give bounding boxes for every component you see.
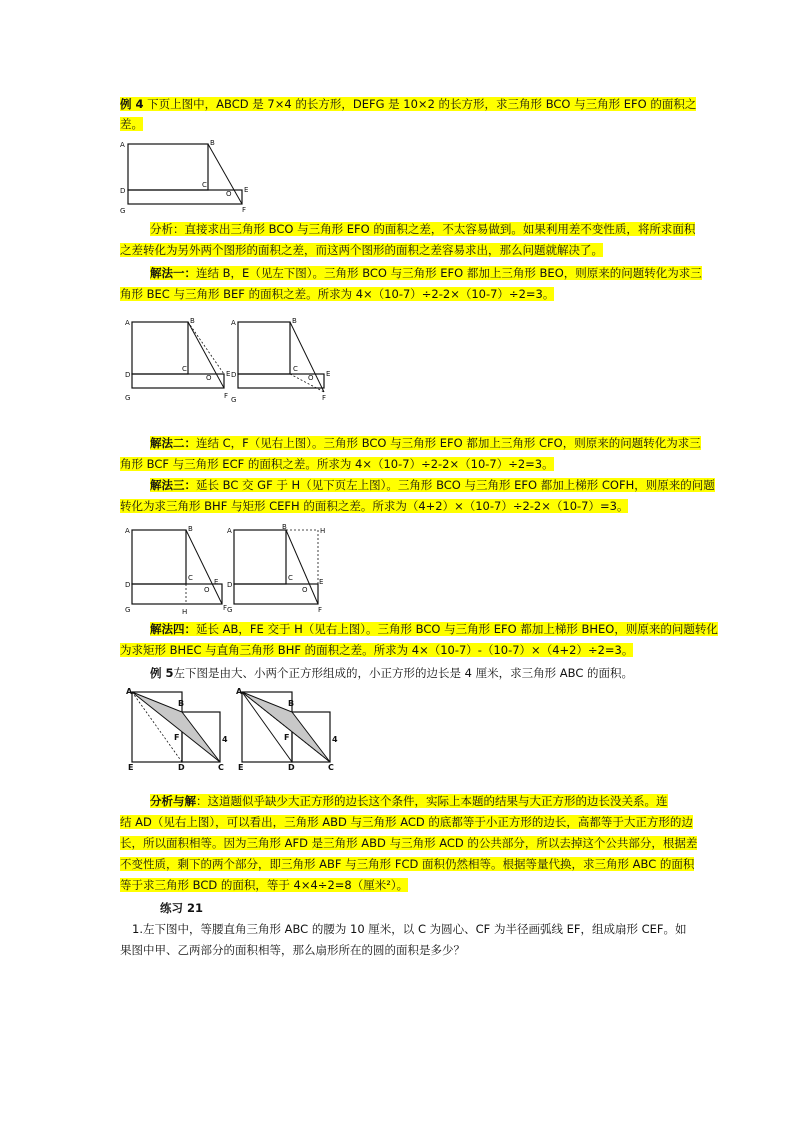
svg-text:B: B: [288, 699, 295, 708]
svg-text:G: G: [125, 606, 131, 614]
svg-text:G: G: [231, 396, 237, 404]
svg-text:A: A: [231, 319, 236, 327]
svg-text:A: A: [125, 319, 130, 327]
fig1-label-b: B: [210, 139, 215, 147]
svg-text:E: E: [319, 578, 324, 586]
analysis4-line1: 分析：直接求出三角形 BCO 与三角形 EFO 的面积之差，不太容易做到。如果利用差不变性质，将所求面积: [150, 222, 696, 236]
svg-text:O: O: [308, 374, 314, 382]
fig1-label-a: A: [120, 141, 125, 149]
example5-label: 例 5: [150, 666, 174, 680]
method2-line2: 角形 BCF 与三角形 ECF 的面积之差。所求为 4×（10-7）÷2-2×（10-7）÷2=3。: [120, 457, 554, 471]
svg-text:A: A: [126, 687, 133, 696]
svg-text:A: A: [125, 527, 130, 535]
svg-text:E: E: [326, 370, 331, 378]
svg-text:D: D: [178, 763, 185, 772]
svg-text:E: E: [226, 370, 231, 378]
method4-line2: 为求矩形 BHEC 与直角三角形 BHF 的面积之差。所求为 4×（10-7）-（10-7）×（4+2）÷2=3。: [120, 643, 634, 657]
svg-text:O: O: [206, 374, 212, 382]
svg-text:D: D: [125, 581, 131, 589]
svg-text:A: A: [227, 527, 232, 535]
svg-text:E: E: [238, 763, 244, 772]
method2-line1: 解法二：连结 C，F（见右上图）。三角形 BCO 与三角形 EFO 都加上三角形 CFO，则原来的问题转化为求三: [150, 436, 701, 450]
exercise-title: 练习 21: [160, 901, 204, 915]
svg-text:F: F: [223, 604, 228, 612]
exercise-line1: 1.左下图中，等腰直角三角形 ABC 的腰为 10 厘米，以 C 为圆心、CF 为半径画弧线 EF，组成扇形 CEF。如: [132, 922, 687, 936]
method4-line1: 解法四：延长 AB，FE 交于 H（见右上图）。三角形 BCO 与三角形 EFO 都加上梯形 BHEO，则原来的问题转化: [150, 622, 718, 636]
figure-right-connect-cf: [231, 317, 330, 404]
analysis4-line2: 之差转化为另外两个图形的面积之差，而这两个图形的面积之差容易求出，那么问题就解决了。: [120, 243, 603, 257]
analysis5-line2: 结 AD（见右上图），可以看出，三角形 ABD 与三角形 ACD 的底都等于小正方形的边长，高都等于大正方形的边: [120, 815, 693, 829]
example4-line2: 差。: [120, 117, 143, 131]
example4-line1: 例 4 下页上图中，ABCD 是 7×4 的长方形，DEFG 是 10×2 的长方形，求三角形 BCO 与三角形 EFO 的面积之: [120, 97, 697, 111]
svg-text:H: H: [182, 608, 188, 616]
method3-line2: 转化为求三角形 BHF 与矩形 CEFH 的面积之差。所求为（4+2）×（10-7）÷2-2×（10-7）=3。: [120, 499, 629, 513]
figure-right-squares: [236, 687, 338, 772]
fig1-label-c: C: [202, 181, 207, 189]
method1-line1: 解法一：连结 B，E（见左下图）。三角形 BCO 与三角形 EFO 都加上三角形 BEO，则原来的问题转化为求三: [150, 266, 702, 280]
analysis5-line1: 分析与解：这道题似乎缺少大正方形的边长这个条件，实际上本题的结果与大正方形的边长没关系。连: [150, 794, 668, 808]
figure-left-extend-bc: [125, 525, 227, 616]
exercise-line2: 果图中甲、乙两部分的面积相等，那么扇形所在的圆的面积是多少？: [120, 943, 465, 957]
svg-text:A: A: [236, 687, 243, 696]
analysis5-line4: 不变性质，剩下的两个部分，即三角形 ABF 与三角形 FCD 面积仍然相等。根据等量代换，求三角形 ABC 的面积: [120, 857, 695, 871]
svg-text:B: B: [282, 523, 287, 531]
svg-text:4: 4: [222, 735, 228, 744]
figure-left-squares: [126, 687, 228, 772]
svg-text:G: G: [125, 394, 131, 402]
svg-text:D: D: [227, 581, 233, 589]
svg-text:F: F: [284, 733, 290, 742]
svg-text:B: B: [292, 317, 297, 325]
svg-text:4: 4: [332, 735, 338, 744]
analysis5-line5: 等于求三角形 BCD 的面积，等于 4×4÷2=8（厘米²）。: [120, 878, 409, 892]
figure-rectangles-1: [118, 136, 258, 218]
svg-text:C: C: [218, 763, 224, 772]
svg-text:O: O: [204, 586, 210, 594]
figures-method3-4: [122, 522, 342, 618]
fig1-label-f: F: [242, 206, 247, 214]
example5-line: 例 5左下图是由大、小两个正方形组成的，小正方形的边长是 4 厘米，求三角形 ABC 的面积。: [150, 666, 634, 680]
figures-method1-2: [122, 312, 342, 408]
method1-line2: 角形 BEC 与三角形 BEF 的面积之差。所求为 4×（10-7）÷2-2×（10-7）÷2=3。: [120, 287, 555, 301]
svg-text:D: D: [125, 371, 131, 379]
svg-text:C: C: [293, 365, 298, 373]
method3-line1: 解法三：延长 BC 交 GF 于 H（见下页左上图）。三角形 BCO 与三角形 EFO 都加上梯形 COFH，则原来的问题: [150, 478, 715, 492]
svg-text:F: F: [322, 394, 327, 402]
figure-right-extend-ab: [227, 523, 325, 614]
svg-text:C: C: [182, 365, 187, 373]
example4-label: 例 4: [120, 97, 144, 111]
svg-text:F: F: [174, 733, 180, 742]
svg-text:D: D: [231, 371, 237, 379]
svg-text:G: G: [227, 606, 233, 614]
svg-text:B: B: [178, 699, 185, 708]
figures-squares: [122, 686, 352, 772]
fig1-label-d: D: [120, 187, 126, 195]
fig1-label-o: O: [226, 190, 232, 198]
fig1-label-e: E: [244, 186, 249, 194]
svg-text:E: E: [128, 763, 134, 772]
fig1-label-g: G: [120, 207, 126, 215]
svg-text:C: C: [188, 574, 193, 582]
svg-text:D: D: [288, 763, 295, 772]
svg-text:O: O: [302, 586, 308, 594]
svg-text:B: B: [190, 317, 195, 325]
analysis5-line3: 长，所以面积相等。因为三角形 AFD 是三角形 ABD 与三角形 ACD 的公共部分，所以去掉这个公共部分，根据差: [120, 836, 698, 850]
svg-text:C: C: [288, 574, 293, 582]
svg-text:F: F: [318, 606, 323, 614]
svg-text:E: E: [214, 578, 219, 586]
svg-text:B: B: [188, 525, 193, 533]
figure-left-connect-be: [125, 317, 230, 402]
svg-text:C: C: [328, 763, 334, 772]
svg-text:H: H: [320, 527, 326, 535]
svg-text:F: F: [224, 392, 229, 400]
